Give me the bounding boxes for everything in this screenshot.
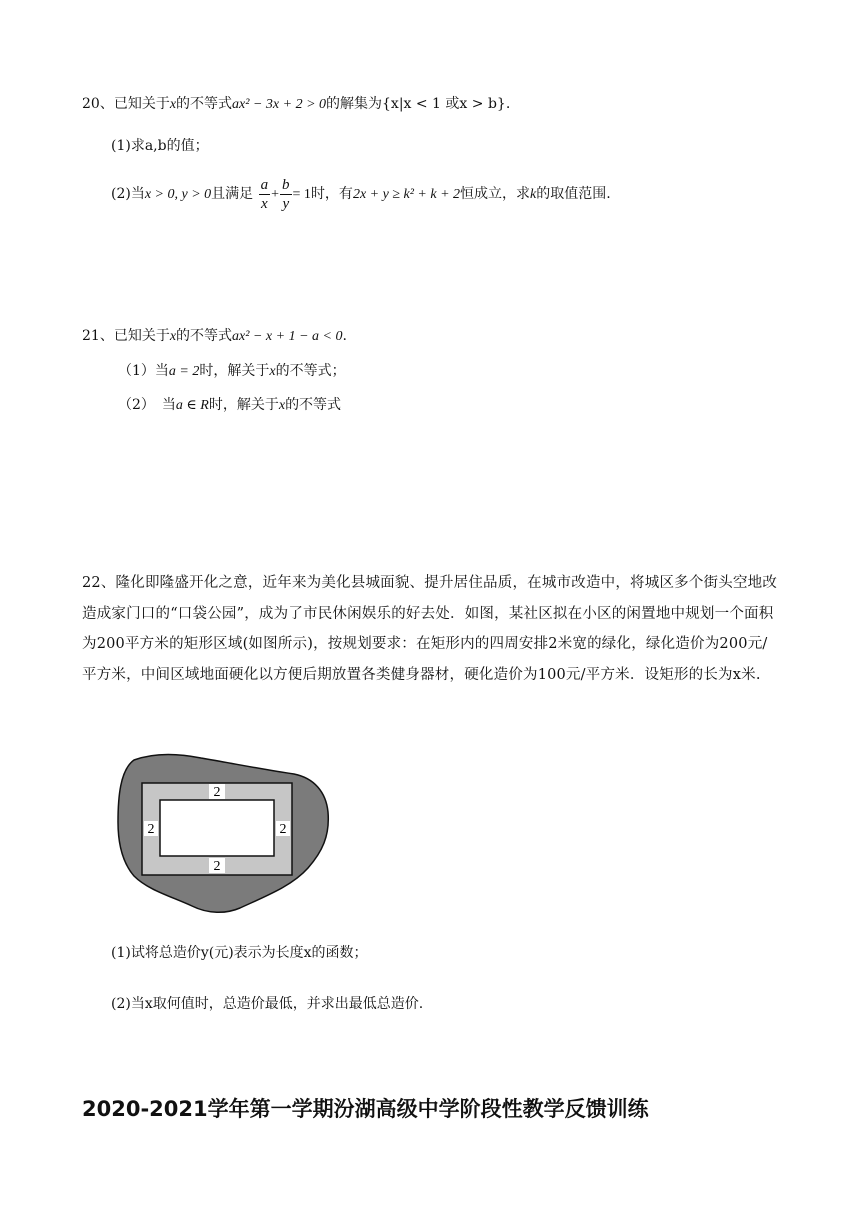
q22-paragraph: 22、隆化即隆盛开化之意，近年来为美化县城面貌、提升居住品质，在城市改造中，将城区多个街头空地改造成家门口的“口袋公园”，成为了市民休闲娱乐的好去处．如图，某社区拟在小区的闲置地中规划一个面积为200平方米的矩形区域(如图所示)，按规划要求：在矩形内的四周安排2米宽的绿化，绿化造价为200元/平方米，中间区域地面硬化以方便后期放置各类健身器材，硬化造价为100元/平方米．设矩形的长为x米. [82, 575, 778, 683]
width-label-right: 2 [279, 822, 287, 837]
q20-part2-condition: x > 0, y > 0 [144, 187, 212, 202]
width-label-left: 2 [147, 822, 155, 837]
q21-part1-c: 的不等式； [275, 363, 346, 379]
park-diagram [116, 750, 332, 914]
q20-part2-inequality: 2x + y ≥ k² + k + 2 [352, 187, 461, 202]
hardened-inner-region [160, 800, 274, 856]
frac2-denominator: y [282, 195, 290, 212]
q21-part2 [118, 395, 341, 416]
document-title: 2020-2021学年第一学期汾湖高级中学阶段性教学反馈训练 [82, 1097, 649, 1121]
q22-part1: (1)试将总造价y(元)表示为长度x的函数； [111, 945, 368, 961]
q20-part2-b: 且满足 [211, 186, 254, 202]
q20-stem-mid: 的不等式 [176, 96, 233, 112]
q21-part2-a: （2） 当 [118, 397, 176, 413]
q20-stem-prefix: 20、已知关于 [82, 96, 170, 112]
q21-part2-b: 时，解关于 [208, 397, 279, 413]
q20-part2-var: k [530, 187, 537, 202]
q21-stem-inequality: ax² − x + 1 − a < 0 [232, 329, 343, 344]
q21-part1-a: （1）当 [118, 363, 169, 379]
q21-part1-condition: a = 2 [168, 364, 200, 379]
q20-part2-a: (2)当 [111, 186, 145, 202]
q20-stem [82, 94, 510, 115]
q21-stem-mid: 的不等式 [176, 328, 233, 344]
q22-part2: (2)当x取何值时，总造价最低，并求出最低总造价. [111, 996, 424, 1012]
q21-part1-var: x [269, 364, 276, 379]
q20-fraction-b-over-y [280, 176, 292, 213]
q21-part2-var: x [278, 398, 286, 413]
q20-stem-var: x [169, 97, 177, 112]
q20-part2-c: 时，有 [310, 186, 353, 202]
frac2-numerator: b [282, 176, 290, 193]
q21-part2-c: 的不等式 [285, 397, 342, 413]
q21-stem-var: x [169, 329, 177, 344]
q21-stem [82, 326, 347, 347]
q20-stem-suffix: 的解集为{x|x < 1 或x > b}. [326, 96, 511, 112]
q21-part1-b: 时，解关于 [199, 363, 270, 379]
frac1-numerator: a [260, 176, 269, 193]
q21-stem-suffix: . [342, 328, 347, 344]
width-label-top: 2 [213, 785, 221, 800]
q20-part2-equals: = 1 [292, 187, 311, 202]
q20-part2: (2)当x > 0, y > 0且满足 $\frac{a}{x}$ + $\frac{b}{y}$ = 1时，有2x + y ≥ k² + k + 2恒成立，求k的取值范围. [111, 176, 611, 212]
q20-part2-e: 的取值范围. [536, 186, 611, 202]
q20-part2-d: 恒成立，求 [460, 186, 531, 202]
q20-stem-inequality: ax² − 3x + 2 > 0 [232, 97, 327, 112]
q21-stem-prefix: 21、已知关于 [82, 328, 170, 344]
q21-part1 [118, 361, 346, 382]
frac1-denominator: x [261, 195, 268, 212]
q20-part1: (1)求a,b的值； [111, 138, 209, 154]
width-label-bottom: 2 [213, 859, 221, 874]
q20-fraction-a-over-x [259, 176, 271, 213]
q21-part2-condition: a ∈ R [175, 398, 209, 413]
